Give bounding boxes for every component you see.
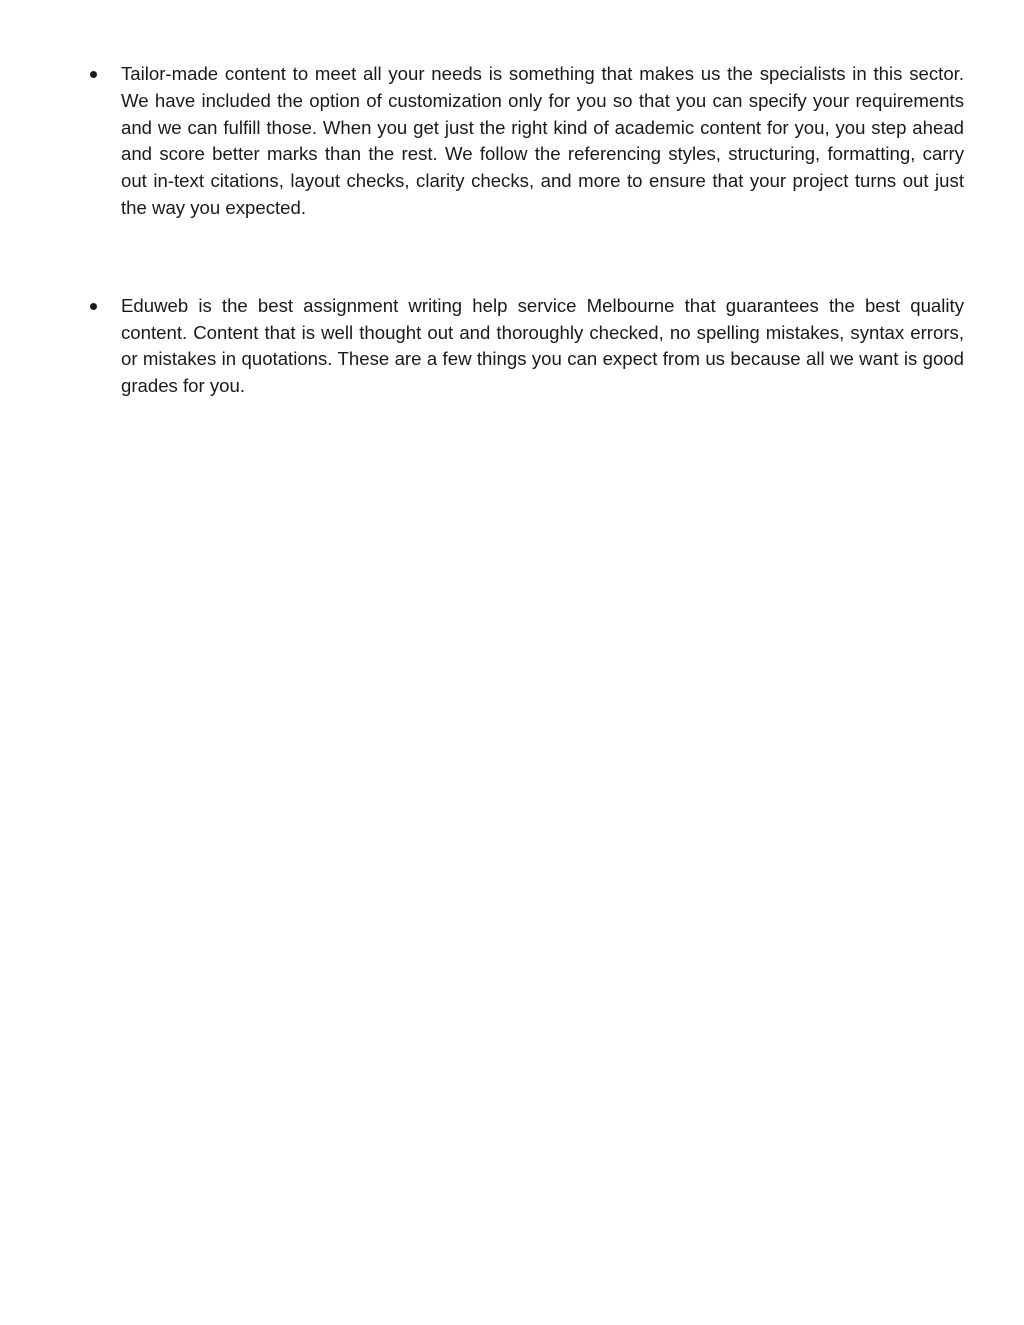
paragraph-text: Tailor-made content to meet all your needs is something that makes us the specialists in this sector. We have included the option of customization only for you so that you can specify your requirements and we can fulfill those. When you get just the right kind of academic content for you, you step ahead and score better marks than the rest. We follow the referencing styles, structuring, formatting, carry out in-text citations, layout checks, clarity checks, and more to ensure that your project turns out just the way you expected. (121, 63, 964, 218)
bullet-icon (90, 303, 97, 310)
list-item (88, 61, 964, 222)
paragraph-text: Eduweb is the best assignment writing help service Melbourne that guarantees the best quality content. Content that is well thought out and thoroughly checked, no spelling mistakes, syntax errors, or mistakes in quotations. These are a few things you can expect from us because all we want is good grades for you. (121, 294, 964, 397)
list-item (88, 293, 964, 400)
bullet-icon (90, 71, 97, 78)
bullet-list (88, 61, 964, 400)
